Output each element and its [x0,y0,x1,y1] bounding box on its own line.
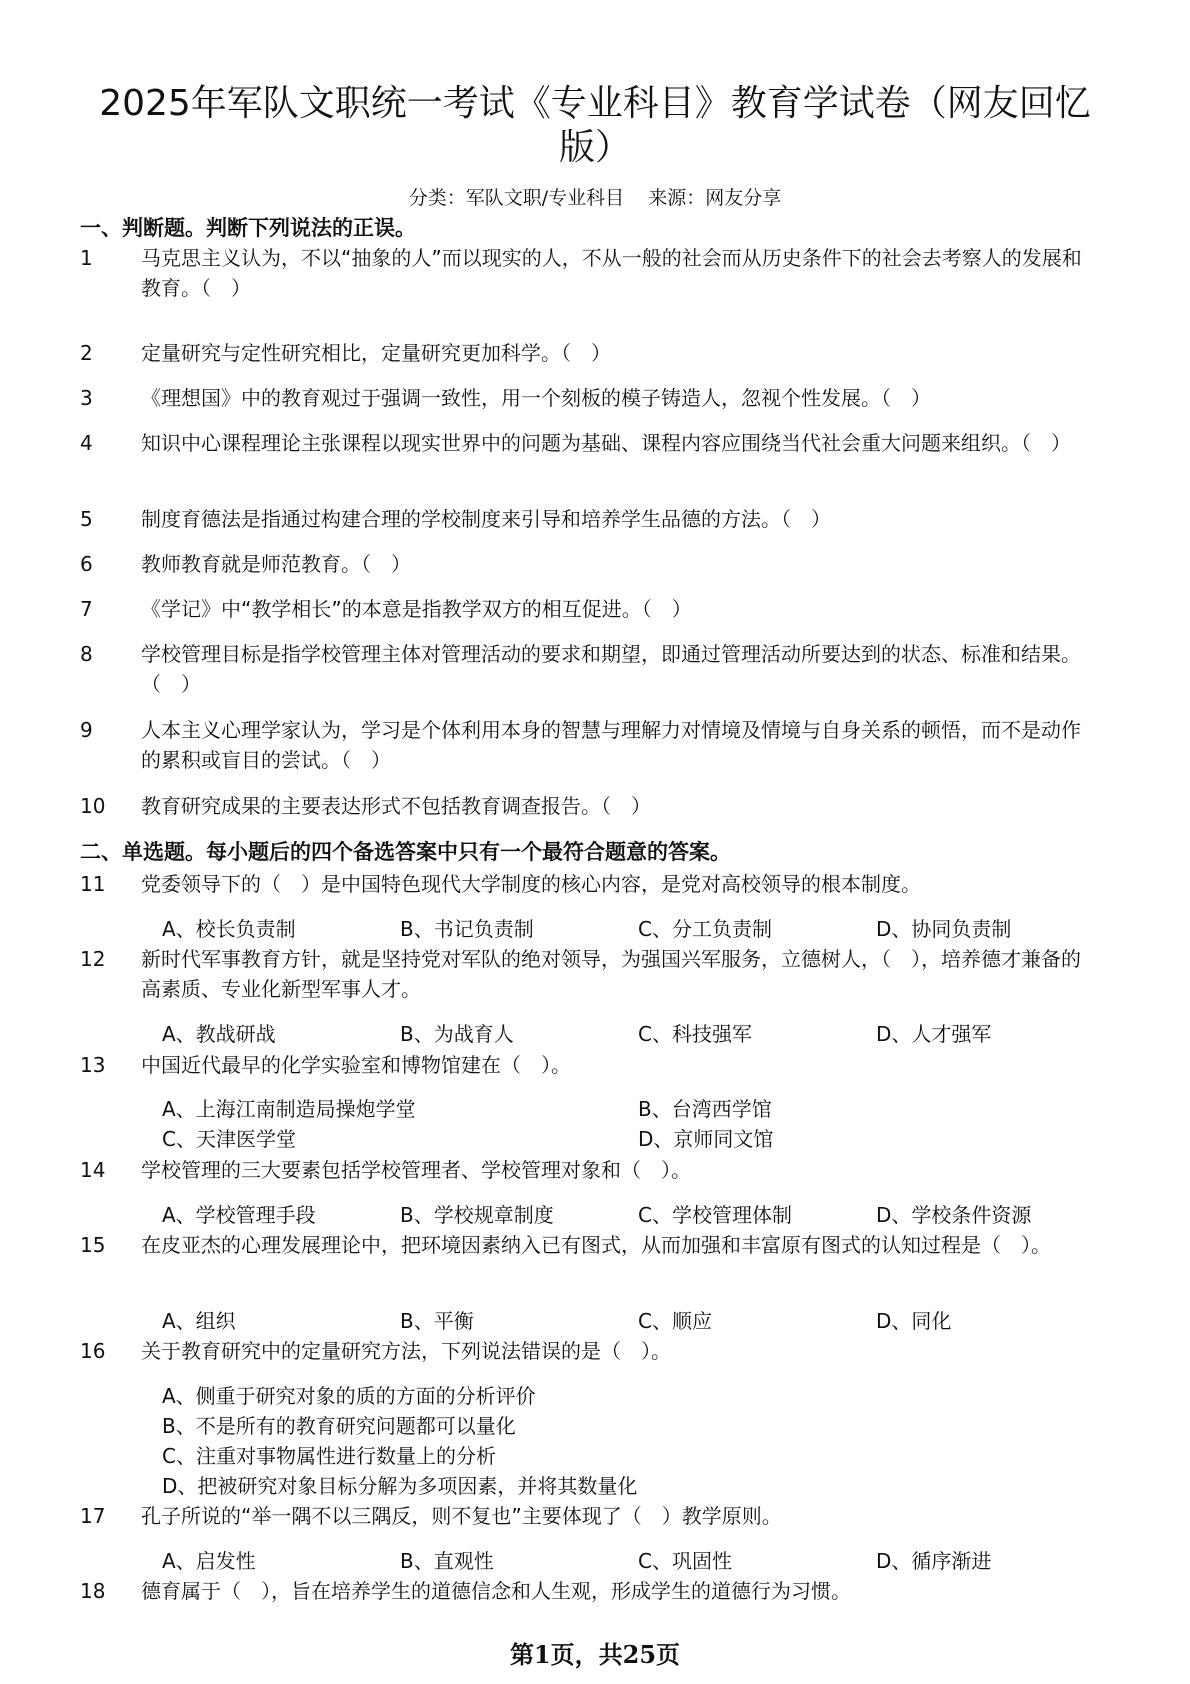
question-number: 8 [80,642,93,666]
question-number: 16 [80,1339,106,1363]
option-c: C、巩固性 [638,1549,732,1573]
option-b: B、直观性 [400,1549,494,1573]
option-c: C、分工负责制 [638,917,772,941]
option-a: A、侧重于研究对象的质的方面的分析评价 [162,1384,536,1408]
document-title: 2025年军队文职统一考试《专业科目》教育学试卷（网友回忆版） [99,83,1091,168]
question-text: 知识中心课程理论主张课程以现实世界中的问题为基础、课程内容应围绕当代社会重大问题来组织。（ ） [141,431,1071,455]
document-meta [0,186,1190,210]
option-a: A、校长负责制 [162,917,296,941]
question-text: 人本主义心理学家认为，学习是个体利用本身的智慧与理解力对情境及情境与自身关系的顿悟，而不是动作的累积或盲目的尝试。（ ） [141,718,1081,772]
option-d: D、学校条件资源 [876,1203,1032,1227]
question-number: 14 [80,1158,106,1182]
question-4 [80,428,1100,458]
question-text: 教育研究成果的主要表达形式不包括教育调查报告。（ ） [141,794,651,818]
option-b: B、不是所有的教育研究问题都可以量化 [162,1414,516,1438]
question-2 [80,338,1100,368]
question-text: 中国近代最早的化学实验室和博物馆建在（ ）。 [141,1053,571,1077]
options-15 [162,1306,1114,1336]
question-number: 15 [80,1233,106,1257]
question-18 [80,1576,1100,1606]
option-c: C、科技强军 [638,1022,752,1046]
option-c: C、学校管理体制 [638,1203,792,1227]
question-text: 党委领导下的（ ）是中国特色现代大学制度的核心内容，是党对高校领导的根本制度。 [141,872,921,896]
question-number: 2 [80,341,93,365]
question-1 [80,243,1100,303]
question-text: 《学记》中“教学相长”的本意是指教学双方的相互促进。（ ） [141,597,692,621]
option-b: B、学校规章制度 [400,1203,554,1227]
question-3 [80,383,1100,413]
question-number: 5 [80,507,93,531]
question-16 [80,1336,1100,1366]
category-label: 分类：军队文职/专业科目 [408,187,625,209]
option-a: A、学校管理手段 [162,1203,316,1227]
question-number: 11 [80,872,106,896]
question-number: 13 [80,1053,106,1077]
option-b: B、平衡 [400,1309,474,1333]
question-number: 1 [80,246,93,270]
question-number: 10 [80,794,106,818]
question-number: 3 [80,386,93,410]
question-text: 德育属于（ ），旨在培养学生的道德信念和人生观，形成学生的道德行为习惯。 [141,1579,851,1603]
section-heading-judgement: 一、判断题。判断下列说法的正误。 [80,216,416,240]
question-10 [80,791,1100,821]
options-16 [162,1381,637,1501]
question-text: 新时代军事教育方针，就是坚持党对军队的绝对领导，为强国兴军服务，立德树人，（ ），培养德才兼备的高素质、专业化新型军事人才。 [141,947,1081,1001]
question-number: 7 [80,597,93,621]
question-7 [80,594,1100,624]
question-number: 4 [80,431,93,455]
question-number: 18 [80,1579,106,1603]
option-d: D、人才强军 [876,1022,992,1046]
option-b: B、为战育人 [400,1022,514,1046]
option-c: C、注重对事物属性进行数量上的分析 [162,1444,496,1468]
question-text: 教师教育就是师范教育。（ ） [141,552,411,576]
question-6 [80,549,1100,579]
option-a: A、组织 [162,1309,236,1333]
question-12 [80,944,1100,1004]
options-13 [162,1094,1114,1154]
question-5 [80,504,1100,534]
question-11 [80,869,1100,899]
option-d: D、循序渐进 [876,1549,992,1573]
option-c: C、天津医学堂 [162,1127,296,1151]
question-13 [80,1050,1100,1080]
options-17 [162,1546,1114,1576]
question-text: 学校管理的三大要素包括学校管理者、学校管理对象和（ ）。 [141,1158,691,1182]
options-14 [162,1200,1114,1230]
question-8 [80,639,1100,699]
options-11 [162,914,1114,944]
options-12 [162,1019,1114,1049]
question-text: 定量研究与定性研究相比，定量研究更加科学。（ ） [141,341,611,365]
question-number: 12 [80,947,106,971]
source-label: 来源：网友分享 [648,187,782,209]
option-b: B、书记负责制 [400,917,534,941]
question-9 [80,715,1100,775]
option-d: D、同化 [876,1309,952,1333]
section-heading-choice: 二、单选题。每小题后的四个备选答案中只有一个最符合题意的答案。 [80,840,731,864]
question-text: 在皮亚杰的心理发展理论中，把环境因素纳入已有图式，从而加强和丰富原有图式的认知过程是（ ）。 [141,1233,1051,1257]
question-text: 制度育德法是指通过构建合理的学校制度来引导和培养学生品德的方法。（ ） [141,507,831,531]
option-d: D、把被研究对象目标分解为多项因素，并将其数量化 [162,1474,638,1498]
option-a: A、教战研战 [162,1022,276,1046]
option-a: A、上海江南制造局操炮学堂 [162,1097,416,1121]
question-number: 17 [80,1504,106,1528]
option-c: C、顺应 [638,1309,712,1333]
option-b: B、台湾西学馆 [638,1097,772,1121]
question-15 [80,1230,1100,1260]
question-17 [80,1501,1100,1531]
question-14 [80,1155,1100,1185]
question-text: 关于教育研究中的定量研究方法，下列说法错误的是（ ）。 [141,1339,671,1363]
question-text: 《理想国》中的教育观过于强调一致性，用一个刻板的模子铸造人，忽视个性发展。（ ） [141,386,931,410]
question-text: 马克思主义认为，不以“抽象的人”而以现实的人，不从一般的社会而从历史条件下的社会去考察人的发展和教育。（ ） [141,246,1082,300]
page-indicator: 第1页，共25页 [509,1640,681,1669]
option-d: D、京师同文馆 [638,1127,774,1151]
question-text: 孔子所说的“举一隅不以三隅反，则不复也”主要体现了（ ）教学原则。 [141,1504,782,1528]
question-number: 9 [80,718,93,742]
option-a: A、启发性 [162,1549,256,1573]
option-d: D、协同负责制 [876,917,1012,941]
question-number: 6 [80,552,93,576]
question-text: 学校管理目标是指学校管理主体对管理活动的要求和期望，即通过管理活动所要达到的状态、标准和结果。（ ） [141,642,1081,696]
